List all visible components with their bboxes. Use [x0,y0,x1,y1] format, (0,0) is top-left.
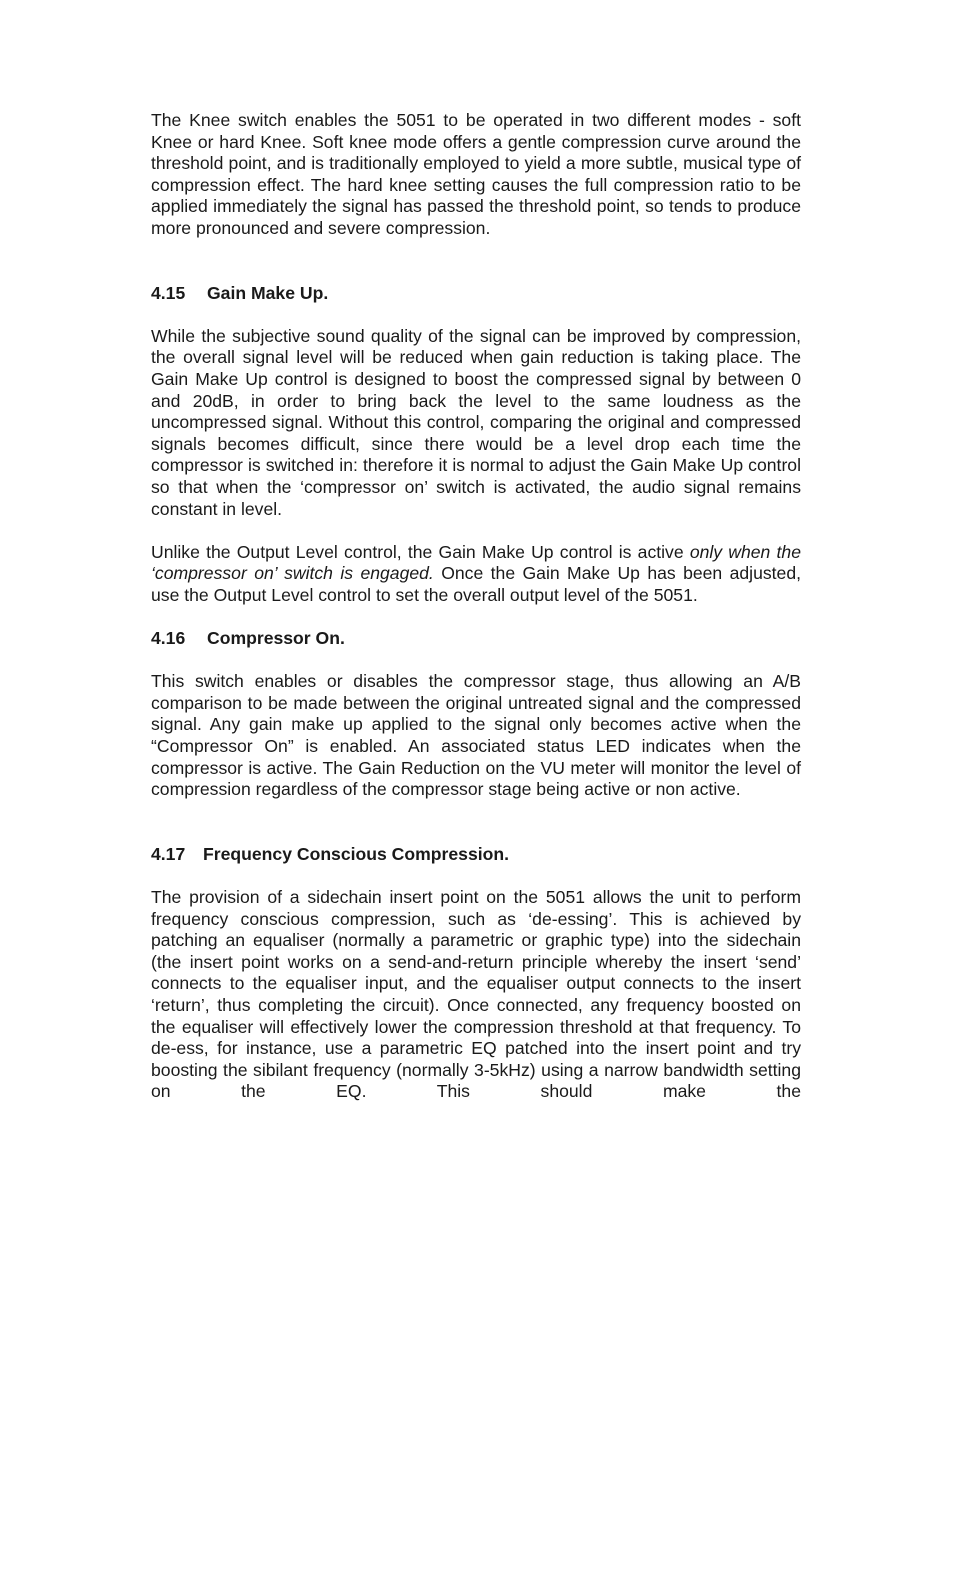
section-title: Gain Make Up. [207,282,329,303]
heading-frequency-conscious-compression [151,844,801,866]
text-run: Unlike the Output Level control, the Gain Make Up control is active [151,541,690,562]
heading-gain-make-up [151,283,801,305]
spacer [151,240,801,283]
spacer [151,865,801,887]
gain-make-up-paragraph-1: While the subjective sound quality of the signal can be improved by compression, the overall signal level will be reduced when gain reduction is taking place. The Gain Make Up control is designed to boost the compressed signal by between 0 and 20dB, in order to bring back the level to the same loudness as the uncompressed signal. Without this control, comparing the original and compressed signals becomes difficult, since there would be a level drop each time the compressor is switched in: therefore it is normal to adjust the Gain Make Up control so that when the ‘compressor on’ switch is activated, the audio signal remains constant in level. [151,325,801,519]
spacer [151,801,801,844]
frequency-conscious-paragraph: The provision of a sidechain insert point on the 5051 allows the unit to perform frequency conscious compression, such as ‘de-essing’. This is achieved by patching an equaliser (normally a parametric or graphic type) into the sidechain (the insert point works on a send-and-return principle whereby the insert ‘send’ connects to the equaliser input, and the equaliser output connects to the insert ‘return’, thus completing the circuit). Once connected, any frequency boosted on the equaliser will effectively lower the compression threshold at that frequency. To de-ess, for instance, use a parametric EQ patched into the insert point and try boosting the sibilant frequency (normally 3-5kHz) using a narrow bandwidth setting on the EQ. This should make the [151,887,801,1102]
section-number: 4.15 [151,282,186,303]
spacer [151,520,801,542]
heading-compressor-on [151,628,801,650]
section-number: 4.16 [151,628,186,649]
section-title: Frequency Conscious Compression. [203,843,510,864]
spacer [151,650,801,672]
spacer [151,606,801,628]
emphasis-text: only when the ‘compressor on’ switch is engaged. [151,541,801,584]
spacer [151,304,801,326]
section-number: 4.17 [151,843,186,864]
compressor-on-paragraph: This switch enables or disables the compressor stage, thus allowing an A/B comparison to be made between the original untreated signal and the compressed signal. Any gain make up applied to the signal only becomes active when the “Compressor On” is enabled. An associated status LED indicates when the compressor is active. The Gain Reduction on the VU meter will monitor the level of compression regardless of the compressor stage being active or non active. [151,671,801,800]
document-page [151,110,801,1103]
knee-paragraph: The Knee switch enables the 5051 to be operated in two different modes - soft Knee or hard Knee. Soft knee mode offers a gentle compression curve around the threshold point, and is traditionally employed to yield a more subtle, musical type of compression effect. The hard knee setting causes the full compression ratio to be applied immediately the signal has passed the threshold point, so tends to produce more pronounced and severe compression. [151,110,801,238]
gain-make-up-paragraph-2 [151,542,801,607]
section-title: Compressor On. [207,628,345,649]
text-run: Once the Gain Make Up has been adjusted, use the Output Level control to set the overall output level of the 5051. [151,563,801,605]
